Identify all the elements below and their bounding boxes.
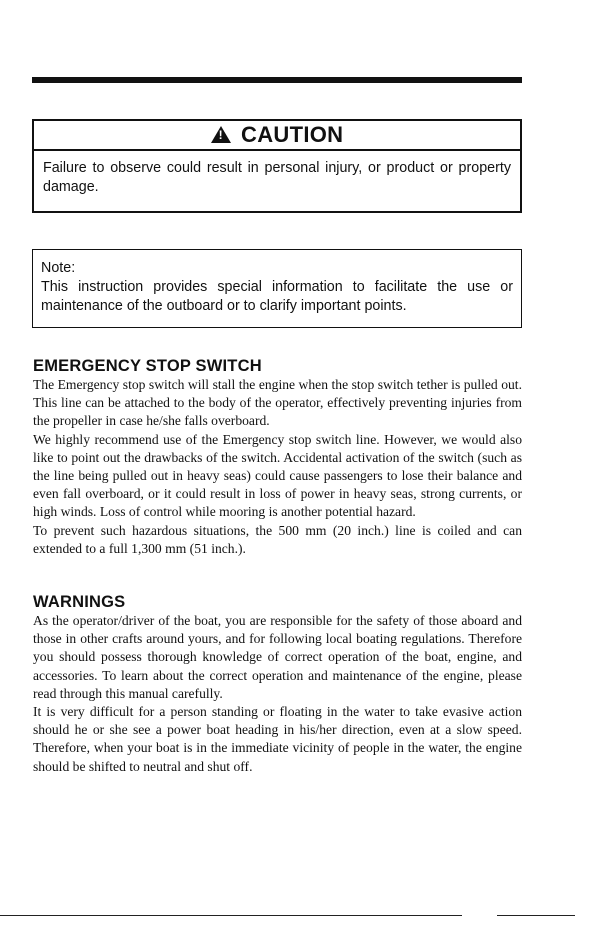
emergency-paragraph-1: The Emergency stop switch will stall the engine when the stop switch tether is pulled out. This line can be attached to the body of the operator, effectively preventing injuries from the propeller in case he/she falls overboard. (33, 377, 522, 429)
emergency-paragraph-2: We highly recommend use of the Emergency stop switch line. However, we would also like to point out the drawbacks of the switch. Accidental activation of the switch (such as the line being pulled out in heavy seas) could cause passengers to lose their balance and even fall overboard, or it could result in loss of power in heavy seas, strong currents, or high winds. Loss of control while mooring is another potential hazard. (33, 431, 522, 520)
emergency-stop-heading: EMERGENCY STOP SWITCH (33, 357, 262, 375)
warning-triangle-icon (211, 126, 231, 143)
caution-box (32, 119, 522, 213)
warnings-paragraph-2: It is very difficult for a person standing or floating in the water to take evasive action should he or she see a power boat heading in his/her direction, even at a slow speed. Therefore, when your boat is in the immediate vicinity of people in the water, the engine should be shifted to neutral and shut off. (33, 704, 522, 774)
emergency-paragraph-3: To prevent such hazardous situations, the 500 mm (20 inch.) line is coiled and can extended to a full 1,300 mm (51 inch.). (33, 522, 522, 556)
warnings-heading: WARNINGS (33, 593, 126, 611)
bottom-rule-right (497, 915, 575, 916)
note-label: Note: (41, 260, 76, 276)
warnings-section (33, 592, 522, 776)
bottom-rule-left (0, 915, 462, 916)
caution-text: Failure to observe could result in personal injury, or product or property damage. (43, 160, 511, 195)
note-box (32, 249, 522, 328)
emergency-stop-section (33, 356, 522, 558)
warnings-paragraph-1: As the operator/driver of the boat, you are responsible for the safety of those aboard and those in other crafts around yours, and for following local boating regulations. Therefore you should possess thorough knowledge of correct operation of the boat, engine, and accessories. To learn about the correct operation and maintenance of the engine, please read through this manual carefully. (33, 613, 522, 701)
top-rule (32, 77, 522, 83)
note-text: This instruction provides special information to facilitate the use or maintenance of the outboard or to clarify important points. (41, 279, 513, 314)
caution-header (34, 121, 520, 151)
caution-title: CAUTION (241, 122, 344, 147)
